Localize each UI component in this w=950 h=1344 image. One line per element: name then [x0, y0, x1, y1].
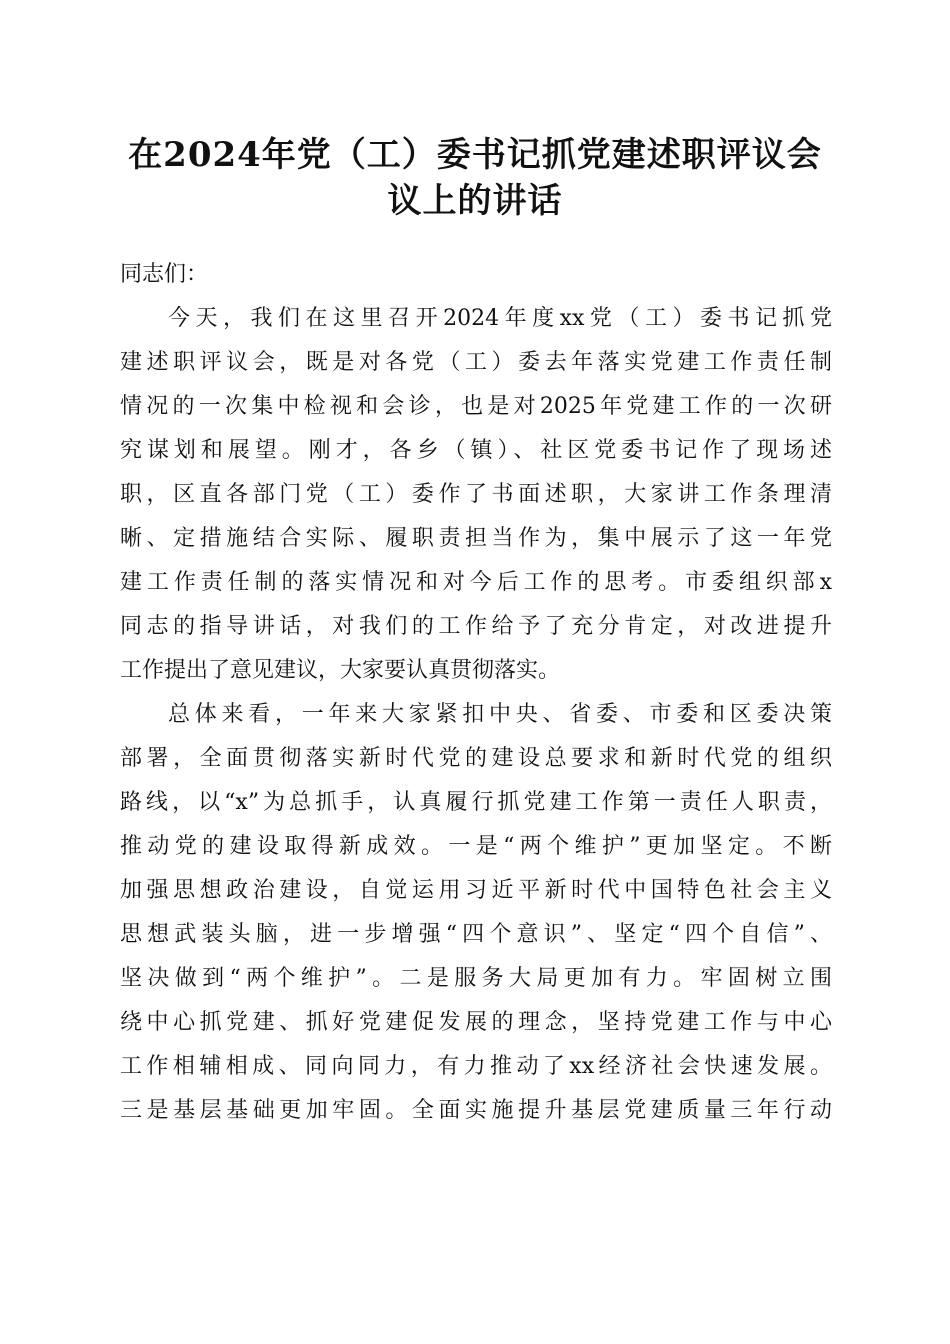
paragraph-line: 建述职评议会，既是对各党（工）委去年落实党建工作责任制	[120, 350, 832, 375]
paragraph-line: 绕中心抓党建、抓好党建促发展的理念，坚持党建工作与中心	[120, 1010, 832, 1035]
paragraph-line: 思想武装头脑，进一步增强“四个意识”、坚定“四个自信”、	[120, 922, 832, 947]
paragraph-line: 晰、定措施结合实际、履职责担当作为，集中展示了这一年党	[120, 526, 832, 551]
paragraph-line: 同志的指导讲话，对我们的工作给予了充分肯定，对改进提升	[120, 614, 832, 639]
salutation: 同志们：	[120, 262, 209, 287]
paragraph-line: 情况的一次集中检视和会诊，也是对2025年党建工作的一次研	[120, 394, 832, 419]
paragraph-line: 总体来看，一年来大家紧扣中央、省委、市委和区委决策	[168, 702, 832, 727]
paragraph-line: 职，区直各部门党（工）委作了书面述职，大家讲工作条理清	[120, 482, 832, 507]
paragraph-line: 究谋划和展望。刚才，各乡（镇）、社区党委书记作了现场述	[120, 438, 832, 463]
paragraph-line: 推动党的建设取得新成效。一是“两个维护”更加坚定。不断	[120, 834, 832, 859]
paragraph-line: 坚决做到“两个维护”。二是服务大局更加有力。牢固树立围	[120, 966, 832, 991]
paragraph-line: 工作提出了意见建议，大家要认真贯彻落实。	[120, 658, 561, 683]
paragraph-line: 三是基层基础更加牢固。全面实施提升基层党建质量三年行动	[120, 1098, 832, 1123]
paragraph-line: 建工作责任制的落实情况和对今后工作的思考。市委组织部x	[120, 570, 832, 595]
paragraph-line: 部署，全面贯彻落实新时代党的建设总要求和新时代党的组织	[120, 746, 832, 771]
paragraph-line: 今天，我们在这里召开2024年度xx党（工）委书记抓党	[168, 306, 832, 331]
title-line-2: 议上的讲话	[387, 181, 563, 221]
paragraph-line: 加强思想政治建设，自觉运用习近平新时代中国特色社会主义	[120, 878, 832, 903]
document-body	[120, 253, 832, 1133]
paragraph-1	[120, 297, 832, 693]
title-line-1: 在2024年党（工）委书记抓党建述职评议会	[128, 135, 822, 175]
document-title	[120, 132, 830, 224]
paragraph-2	[120, 693, 832, 1133]
paragraph-line: 工作相辅相成、同向同力，有力推动了xx经济社会快速发展。	[120, 1054, 832, 1079]
paragraph-line: 路线，以“x”为总抓手，认真履行抓党建工作第一责任人职责，	[120, 790, 832, 815]
